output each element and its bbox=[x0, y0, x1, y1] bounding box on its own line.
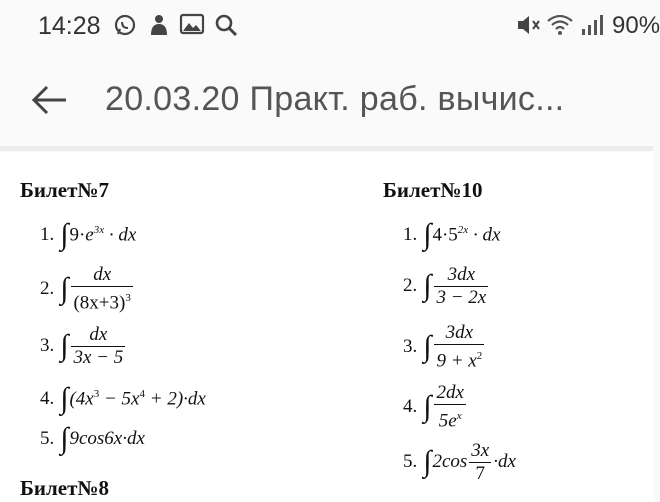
ticket-7-heading: Билет№7 bbox=[20, 178, 110, 202]
ticket-10-item-4: 4. ∫ $\frac{2dx}{5e^x}$ bbox=[403, 382, 464, 432]
whatsapp-icon bbox=[113, 13, 137, 37]
ticket-7-item-2: 2. ∫ $\frac{dx}{(8x+3)^3}$ bbox=[40, 264, 131, 314]
ticket-7-item-5: 5. ∫9cos6x·dx bbox=[40, 422, 145, 455]
wifi-icon bbox=[546, 13, 576, 37]
arrow-left-icon[interactable] bbox=[30, 82, 70, 118]
ticket-10-item-3: 3. ∫ $\frac{3dx}{9 + x^2}$ bbox=[403, 322, 483, 372]
page-title: 20.03.20 Практ. раб. вычис... bbox=[105, 80, 565, 118]
signal-icon bbox=[580, 13, 606, 37]
notification-icon bbox=[148, 13, 170, 37]
app-bar bbox=[0, 52, 653, 144]
mute-icon bbox=[516, 13, 542, 37]
ticket-7-item-4: 4. $\int(4x^3 - 5x^4 + 2)\cdot dx$ bbox=[40, 382, 206, 416]
ticket-10-item-5: 5. ∫2cos $\frac{3x}{7}$ ·dx bbox=[403, 440, 516, 484]
status-time: 14:28 bbox=[38, 12, 101, 40]
ticket-10-item-2: 2. ∫ $\frac{3dx}{3 - 2x}$ bbox=[403, 264, 487, 308]
divider bbox=[0, 146, 653, 151]
ticket-7-item-1: 1. $\int 9\cdot e^{3x}$ · dx bbox=[40, 218, 137, 252]
document-image bbox=[0, 152, 653, 502]
ticket-10-heading: Билет№10 bbox=[383, 178, 483, 202]
ticket-7-item-3: 3. ∫ $\frac{dx}{3x - 5}$ bbox=[40, 324, 124, 368]
gallery-icon bbox=[180, 13, 204, 35]
status-bar bbox=[0, 0, 660, 52]
search-icon bbox=[214, 13, 238, 37]
ticket-10-item-1: 1. $\int 4\cdot 5^{2x}$ · dx bbox=[403, 218, 501, 252]
ticket-8-heading: Билет№8 bbox=[20, 476, 110, 500]
battery-level: 90% bbox=[612, 12, 660, 39]
